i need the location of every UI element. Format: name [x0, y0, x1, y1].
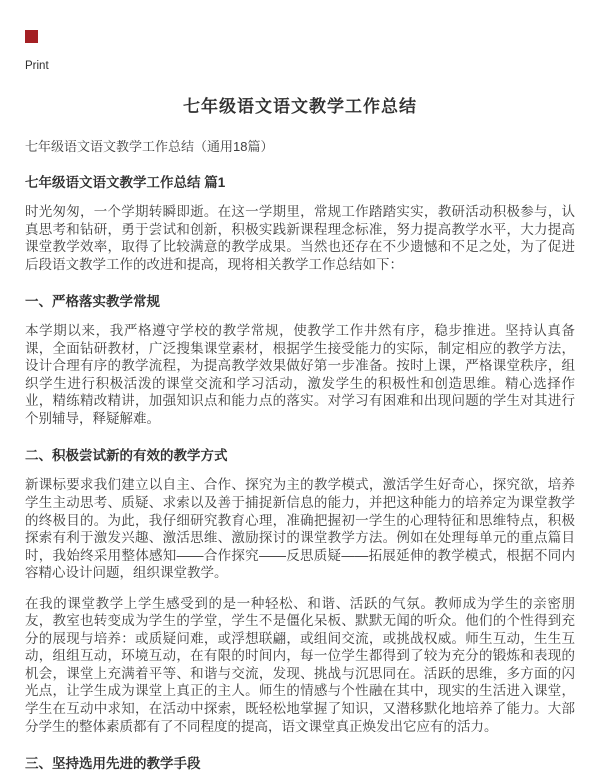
section-2-paragraph-1: 新课标要求我们建立以自主、合作、探究为主的教学模式，激活学生好奇心，探究欲，培养学生主动思考、质疑、求索以及善于捕捉新信息的能力，并把这种能力的培养定为课堂教学的终极目的。为此，我仔细研究教育心理，准确把握初一学生的心理特征和思维特点，积极探索有利于激发兴趣、激活思维、激励探讨的课堂教学方法。例如在处理每单元的重点篇目时，我始终采用整体感知——合作探究——反思质疑——拓展延伸的教学模式，根据不同内容精心设计问题，组织课堂教学。	[25, 477, 575, 581]
document-subtitle: 七年级语文语文教学工作总结（通用18篇）	[25, 139, 274, 154]
section-2-heading: 二、积极尝试新的有效的教学方式	[25, 448, 228, 464]
section-1-paragraph-1: 本学期以来，我严格遵守学校的教学常规，使教学工作井然有序，稳步推进。坚持认真备课，全面钻研教材，广泛搜集课堂素材，根据学生接受能力的实际，制定相应的教学方法，设计合理有序的教学流程，为提高教学效果做好第一步准备。按时上课，严格课堂秩序，组织学生进行积极活泼的课堂交流和学习活动，激发学生的积极性和创造思维。精心选择作业，精练精改精讲，加强知识点和能力点的落实。对学习有困难和出现问题的学生对其进行个别辅导，释疑解难。	[25, 323, 575, 426]
print-button[interactable]: Print	[25, 60, 49, 72]
document-title: 七年级语文语文教学工作总结	[183, 97, 417, 116]
intro-paragraph: 时光匆匆，一个学期转瞬即逝。在这一学期里，常规工作踏踏实实，教研活动积极参与，认真思考和钻研，勇于尝试和创新，积极实践新课程理念标准，努力提高教学水平，大力提高课堂教学效率，取得了比较满意的教学成果。当然也还存在不少遗憾和不足之处，为了促进后段语文教学工作的改进和提高，现将相关教学工作总结如下：	[25, 204, 575, 272]
section-2-paragraph-2: 在我的课堂教学上学生感受到的是一种轻松、和谐、活跃的气氛。教师成为学生的亲密朋友，教室也转变成为学生的学堂，学生不是僵化呆板、默默无闻的听众。他们的个性得到充分的展现与培养：或质疑问难，或浮想联翩，或组间交流，或挑战权威。师生互动，生生互动，组组互动，环境互动，在有限的时间内，每一位学生都得到了较为充分的锻炼和表现的机会，课堂上充满着平等、和谐与交流，发现、挑战与沉思同在。活跃的思维，多方面的闪光点，让学生成为课堂上真正的主人。师生的情感与个性融在其中，现实的生活进入课堂，学生在互动中求知，在活动中探索，既轻松地掌握了知识，又潜移默化地培养了能力。大部分学生的整体素质都有了不同程度的提高，语文课堂真正焕发出它应有的活力。	[25, 595, 575, 734]
section-1-heading: 一、严格落实教学常规	[25, 294, 160, 310]
site-logo-icon	[25, 30, 38, 43]
section-3-heading: 三、坚持选用先进的教学手段	[25, 756, 201, 772]
part-1-heading: 七年级语文语文教学工作总结 篇1	[25, 175, 226, 190]
